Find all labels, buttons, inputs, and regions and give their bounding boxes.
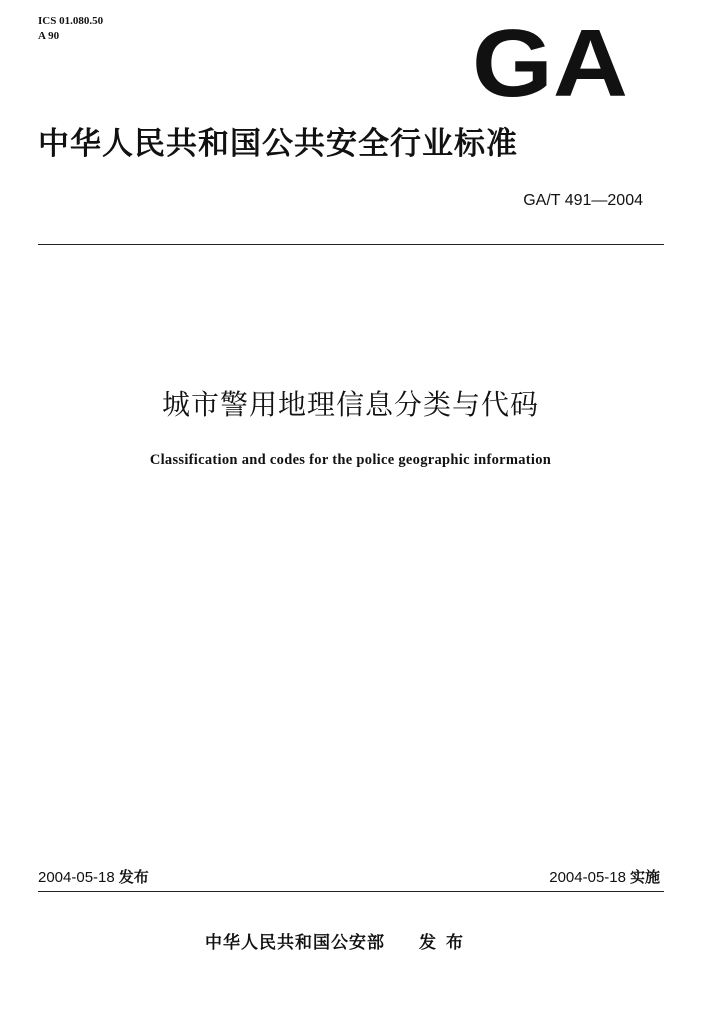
classification-codes: [38, 14, 103, 44]
ga-logo-mark: [470, 22, 630, 100]
publish-label: 发布: [118, 869, 149, 886]
issuer-name: 中华人民共和国公安部: [205, 933, 385, 953]
footer-divider: [38, 891, 664, 892]
implement-date-block: [549, 866, 660, 887]
standard-number: GA/T 491—2004: [523, 192, 643, 209]
issuing-authority: [205, 928, 473, 953]
ga-logo: [470, 22, 630, 100]
document-title-chinese: 城市警用地理信息分类与代码: [161, 388, 539, 421]
class-code: A 90: [38, 30, 60, 42]
ga-logo-text: GA: [472, 22, 628, 100]
implement-date: 2004-05-18: [549, 869, 626, 886]
standard-authority-title: 中华人民共和国公共安全行业标准: [38, 126, 518, 162]
document-title-english: Classification and codes for the police geographic information: [149, 452, 552, 468]
header-divider: [38, 244, 664, 245]
publish-date-block: [38, 866, 149, 887]
issuer-verb: 发布: [419, 933, 473, 953]
ics-code: ICS 01.080.50: [38, 15, 104, 27]
publish-date: 2004-05-18: [38, 869, 115, 886]
implement-label: 实施: [629, 869, 660, 886]
